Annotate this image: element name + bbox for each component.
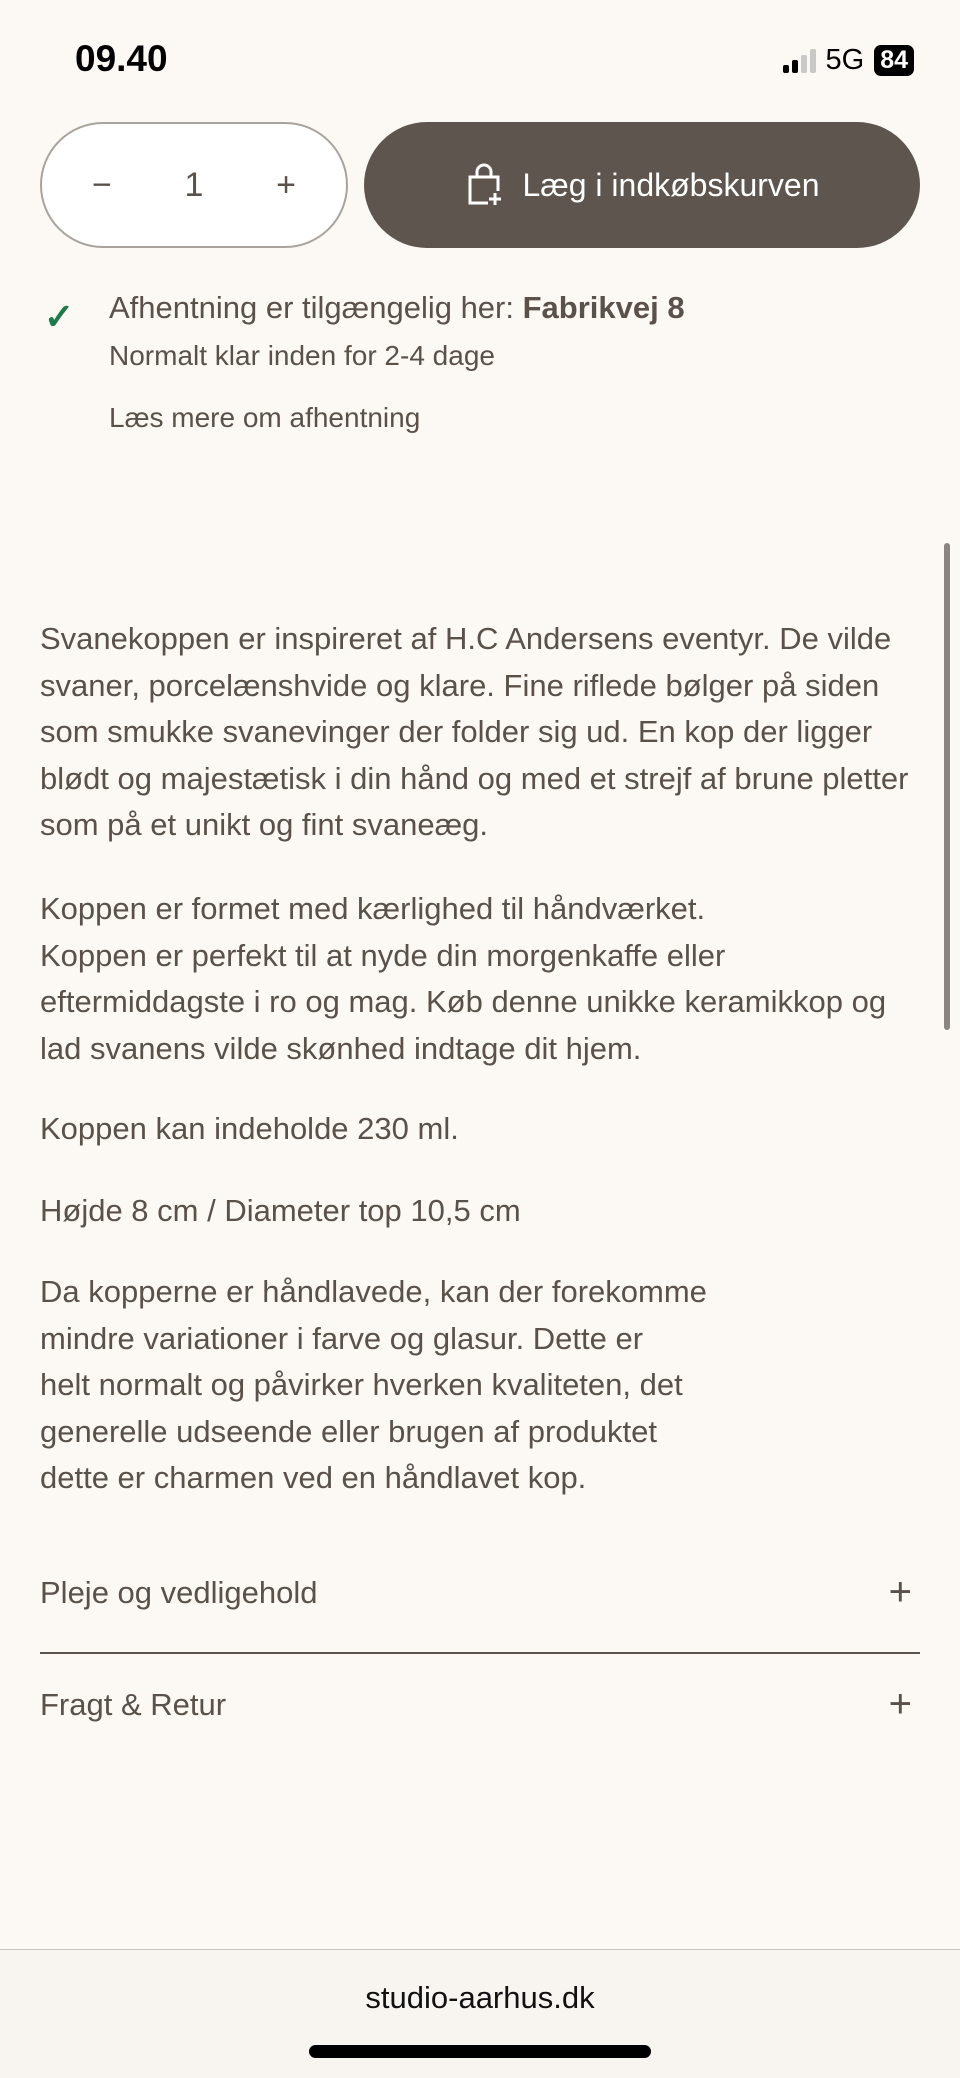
description-paragraph: Svanekoppen er inspireret af H.C Andersens eventyr. De vilde svaner, porcelænshvide og klare. Fine riflede bølger på siden som smukke svanevinger der folder sig ud. En kop der ligger blødt og majestætisk i din hånd og med et strejf af brune pletter som på et unikt og fint svaneæg. [40, 621, 909, 842]
plus-icon: + [888, 1570, 912, 1614]
description-paragraph: Højde 8 cm / Diameter top 10,5 cm [40, 1193, 521, 1228]
add-to-cart-button[interactable] [364, 122, 920, 248]
checkmark-icon: ✓ [44, 296, 75, 337]
divider [40, 1652, 920, 1654]
scrollbar[interactable] [944, 543, 950, 1030]
description-paragraph: Koppen kan indeholde 230 ml. [40, 1111, 459, 1146]
quantity-value[interactable]: 1 [184, 165, 204, 204]
pickup-more-link[interactable]: Læs mere om afhentning [109, 402, 421, 433]
status-icons [783, 44, 915, 77]
pickup-label: Afhentning er tilgængelig her: [109, 290, 523, 325]
description-paragraph: Koppen er formet med kærlighed til håndværket. Koppen er perfekt til at nyde din morgenkaffe eller eftermiddagste i ro og mag. Køb denne unikke keramikkop og lad svanens vilde skønhed indtage dit hjem. [40, 891, 887, 1066]
pickup-eta: Normalt klar inden for 2-4 dage [109, 340, 495, 371]
battery-icon: 84 [874, 45, 914, 76]
status-time: 09.40 [75, 38, 168, 79]
accordion-care[interactable] [40, 1570, 920, 1615]
decrease-button[interactable]: − [92, 165, 112, 204]
url-address[interactable]: studio-aarhus.dk [365, 1980, 595, 2015]
bag-plus-icon [464, 163, 504, 207]
accordion-shipping[interactable] [40, 1682, 920, 1727]
plus-icon: + [888, 1682, 912, 1726]
increase-button[interactable]: + [276, 165, 296, 204]
accordion-label: Fragt & Retur [40, 1686, 227, 1722]
accordion-label: Pleje og vedligehold [40, 1574, 318, 1610]
add-to-cart-label: Læg i indkøbskurven [522, 166, 820, 203]
home-indicator[interactable] [309, 2045, 651, 2058]
pickup-availability [109, 290, 685, 326]
pickup-location: Fabrikvej 8 [522, 290, 685, 325]
network-label: 5G [825, 44, 865, 76]
description-paragraph: Da kopperne er håndlavede, kan der forekomme mindre variationer i farve og glasur. Dette er helt normalt og påvirker hverken kvaliteten, det generelle udseende eller brugen af produktet dette er charmen ved en håndlavet kop. [40, 1274, 707, 1495]
signal-icon [783, 49, 816, 73]
quantity-stepper[interactable] [40, 122, 348, 248]
